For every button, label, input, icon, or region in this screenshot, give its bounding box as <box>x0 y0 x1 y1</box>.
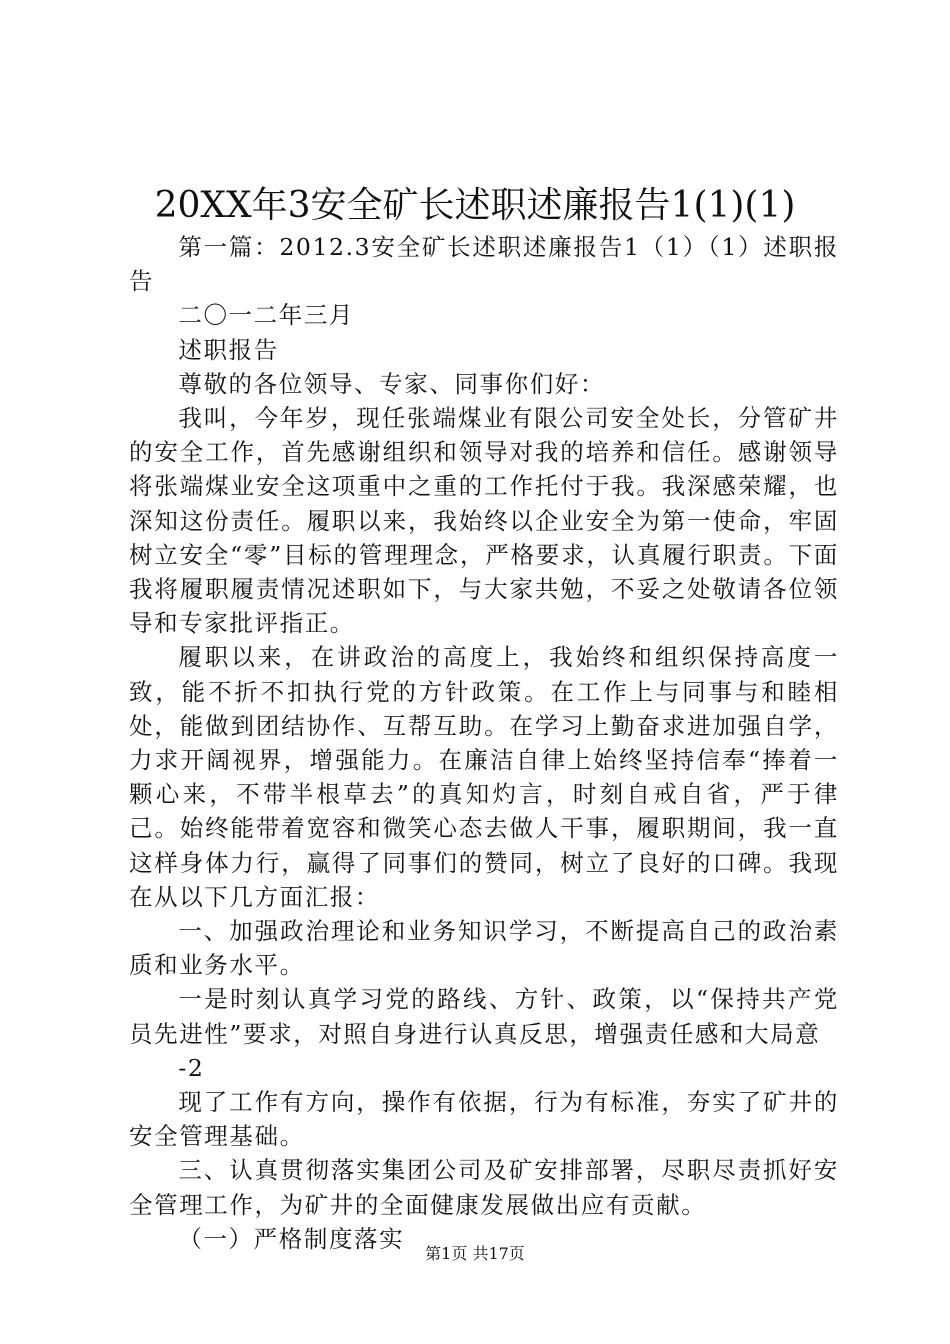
paragraph: 一、加强政治理论和业务知识学习，不断提高自己的政治素质和业务水平。 <box>129 917 839 980</box>
page-footer: 第1页 共17页 <box>425 1244 525 1263</box>
paragraph: 二〇一二年三月 <box>178 301 355 330</box>
paragraph: -2 <box>178 1053 205 1082</box>
paragraph: 三、认真贯彻落实集团公司及矿安排部署，尽职尽责抓好安全管理工作，为矿井的全面健康发展做出应有贡献。 <box>129 1156 839 1219</box>
paragraph: 履职以来，在讲政治的高度上，我始终和组织保持高度一致，能不折不扣执行党的方针政策。在工作上与同事与和睦相处，能做到团结协作、互帮互助。在学习上勤奋求进加强自学，力求开阔视界，增强能力。在廉洁自律上始终坚持信奉“捧着一颗心来，不带半根草去”的真知灼言，时刻自戒自省，严于律己。始终能带着宽容和微笑心态去做人干事，履职期间，我一直这样身体力行，赢得了同事们的赞同，树立了良好的口碑。我现在从以下几方面汇报： <box>129 643 839 911</box>
paragraph: 尊敬的各位领导、专家、同事你们好： <box>178 369 606 398</box>
paragraph: 第一篇：2012.3安全矿长述职述廉报告1（1）（1）述职报告 <box>129 233 839 296</box>
paragraph: 现了工作有方向，操作有依据，行为有标准，夯实了矿井的安全管理基础。 <box>129 1088 839 1151</box>
document-title: 20XX年3安全矿长述职述廉报告1(1)(1) <box>154 185 796 226</box>
paragraph: （一）严格制度落实 <box>178 1224 405 1253</box>
paragraph: 一是时刻认真学习党的路线、方针、政策，以“保持共产党员先进性”要求，对照自身进行认真反思，增强责任感和大局意 <box>129 985 839 1048</box>
paragraph: 述职报告 <box>178 335 279 364</box>
paragraph: 我叫，今年岁，现任张端煤业有限公司安全处长，分管矿井的安全工作，首先感谢组织和领导对我的培养和信任。感谢领导将张端煤业安全这项重中之重的工作托付于我。我深感荣耀，也深知这份责任。履职以来，我始终以企业安全为第一使命，牢固树立安全“零”目标的管理理念，严格要求，认真履行职责。下面我将履职履责情况述职如下，与大家共勉，不妥之处敬请各位领导和专家批评指正。 <box>129 404 839 638</box>
document-body <box>129 230 839 1256</box>
